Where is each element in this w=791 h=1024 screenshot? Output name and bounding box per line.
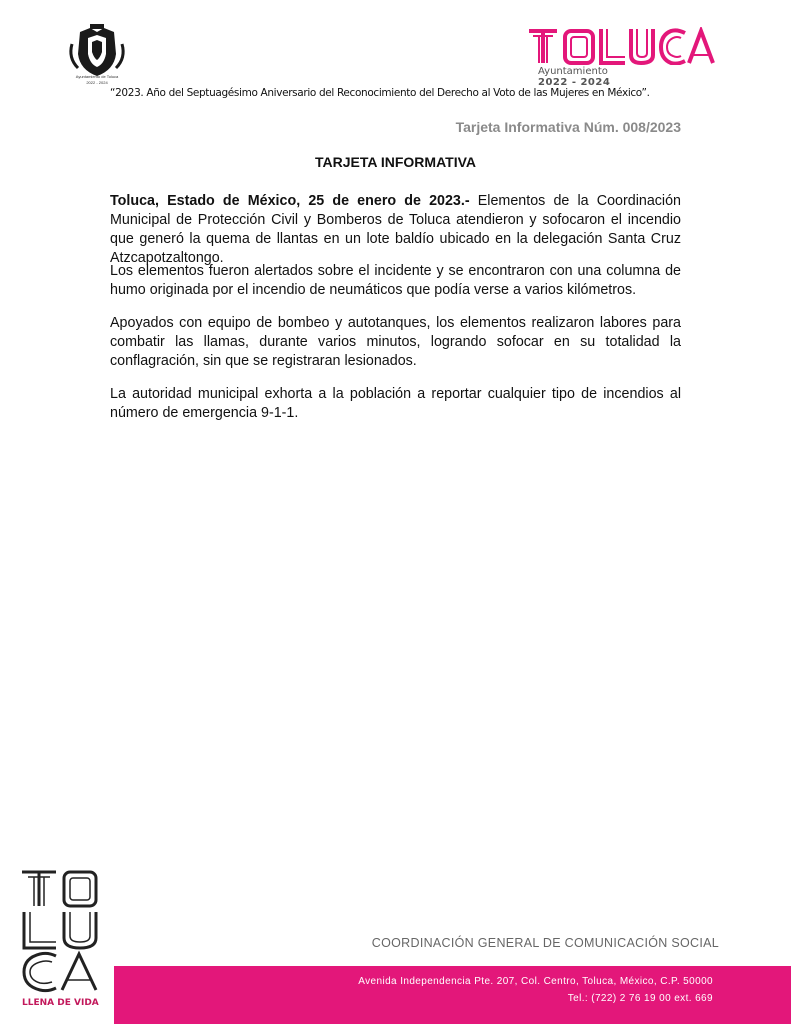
footer-slogan: LLENA DE VIDA <box>22 998 99 1008</box>
ayuntamiento-label: Ayuntamiento <box>538 66 608 77</box>
toluca-logo-icon <box>527 27 715 65</box>
paragraph-1 <box>110 192 681 268</box>
footer-phone: Tel.: (722) 2 76 19 00 ext. 669 <box>567 993 713 1004</box>
paragraph-3: Apoyados con equipo de bombeo y autotanques, los elementos realizaron labores para combatir las llamas, durante varios minutos, logrando sofocar en su totalidad la conflagración, sin que se registraran lesionados. <box>110 315 681 369</box>
footer-address: Avenida Independencia Pte. 207, Col. Centro, Toluca, México, C.P. 50000 <box>358 976 713 987</box>
paragraph-1-body: Elementos de la Coordinación Municipal de Protección Civil y Bomberos de Toluca atendieron y sofocaron el incendio que generó la quema de llantas en un lote baldío ubicado en la delegación Santa Cruz Atzcapotzaltongo. <box>110 193 681 266</box>
card-number: Tarjeta Informativa Núm. 008/2023 <box>455 119 681 135</box>
department-label: COORDINACIÓN GENERAL DE COMUNICACIÓN SOCIAL <box>371 936 719 950</box>
page-title: TARJETA INFORMATIVA <box>315 154 476 170</box>
paragraph-2: Los elementos fueron alertados sobre el incidente y se encontraron con una columna de humo originada por el incendio de neumáticos que podía verse a varios kilómetros. <box>110 263 681 298</box>
toluca-footer-logo-icon <box>20 868 100 994</box>
seal-caption: Ayuntamiento de Toluca <box>75 74 119 79</box>
ayuntamiento-years: 2022 - 2024 <box>538 77 611 88</box>
paragraph-4: La autoridad municipal exhorta a la población a reportar cualquier tipo de incendios al número de emergencia 9-1-1. <box>110 386 681 421</box>
annual-motto: “2023. Año del Septuagésimo Aniversario del Reconocimiento del Derecho al Voto de las Mujeres en México”. <box>110 87 650 99</box>
dateline: Toluca, Estado de México, 25 de enero de 2023.- <box>110 193 470 209</box>
seal-years: 2022 - 2024 <box>86 80 108 85</box>
